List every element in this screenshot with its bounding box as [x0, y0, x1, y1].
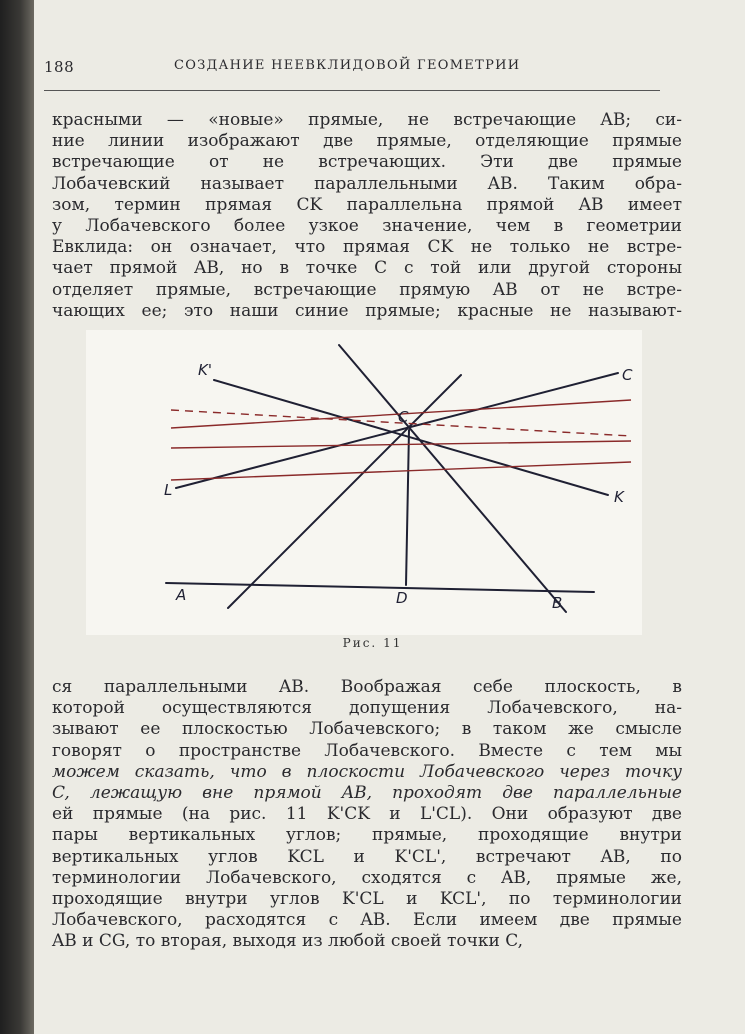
- text-line: Евклида: он означает, что прямая CK не только не встре-: [52, 237, 682, 258]
- text-line: ей прямые (на рис. 11 K'CK и L'CL). Они образуют две: [52, 804, 682, 825]
- text-line: C, лежащую вне прямой AB, проходят две параллельные: [52, 783, 682, 804]
- paragraph-bottom: [52, 677, 682, 953]
- book-gutter: [0, 0, 34, 1034]
- line-cd: [406, 430, 409, 585]
- text-line: Лобачевского, расходятся с AB. Если имеем две прямые: [52, 910, 682, 931]
- label-l: L: [164, 481, 173, 499]
- figure-11: [86, 330, 642, 635]
- text-line: отделяет прямые, встречающие прямую AB от не встре-: [52, 279, 682, 300]
- label-c-center: C: [398, 408, 409, 426]
- text-line: пары вертикальных углов; прямые, проходящие внутри: [52, 825, 682, 846]
- figure-caption: Рис. 11: [342, 636, 403, 650]
- text-line: AB и CG, то вторая, выходя из любой своей точки C,: [52, 931, 523, 952]
- page-number: 188: [44, 58, 75, 76]
- text-line: чает прямой AB, но в точке C с той или другой стороны: [52, 258, 682, 279]
- label-k: K: [614, 488, 624, 506]
- header-rule: [44, 90, 660, 91]
- text-line: зывают ее плоскостью Лобачевского; в таком же смысле: [52, 719, 682, 740]
- text-line: говорят о пространстве Лобачевского. Вместе с тем мы: [52, 740, 682, 761]
- label-k-prime: K': [198, 361, 212, 379]
- text-line: проходящие внутри углов K'CL и KCL', по терминологии: [52, 889, 682, 910]
- text-line: которой осуществляются допущения Лобачевского, на-: [52, 698, 682, 719]
- label-b: B: [552, 594, 563, 612]
- paragraph-top: [52, 110, 682, 322]
- page-header: [44, 58, 684, 82]
- text-line: встречающие от не встречающих. Эти две прямые: [52, 152, 682, 173]
- text-line: Лобачевский называет параллельными AB. Таким обра-: [52, 173, 682, 194]
- text-line: терминологии Лобачевского, сходятся с AB, прямые же,: [52, 867, 682, 888]
- text-line: вертикальных углов KCL и K'CL', встречают AB, по: [52, 846, 682, 867]
- text-line: чающих ее; это наши синие прямые; красные не называют-: [52, 300, 682, 321]
- text-line: можем сказать, что в плоскости Лобачевского через точку: [52, 761, 682, 782]
- text-line: красными — «новые» прямые, не встречающие AB; си-: [52, 110, 682, 130]
- text-line: ся параллельными AB. Воображая себе плоскость, в: [52, 677, 682, 697]
- text-line: зом, термин прямая CK параллельна прямой AB имеет: [52, 194, 682, 215]
- geometry-diagram: [86, 330, 642, 635]
- line-diag-right: [339, 345, 566, 612]
- label-d: D: [396, 589, 408, 607]
- text-line: у Лобачевского более узкое значение, чем в геометрии: [52, 216, 682, 237]
- line-diag-left: [228, 375, 461, 608]
- line-k-prime-c-k: [214, 380, 608, 495]
- label-a: A: [176, 586, 187, 604]
- text-line: ние линии изображают две прямые, отделяющие прямые: [52, 131, 682, 152]
- red-line-2: [171, 441, 631, 448]
- label-c-right: C: [622, 366, 633, 384]
- line-ab: [166, 583, 594, 592]
- running-title: СОЗДАНИЕ НЕЕВКЛИДОВОЙ ГЕОМЕТРИИ: [174, 58, 521, 73]
